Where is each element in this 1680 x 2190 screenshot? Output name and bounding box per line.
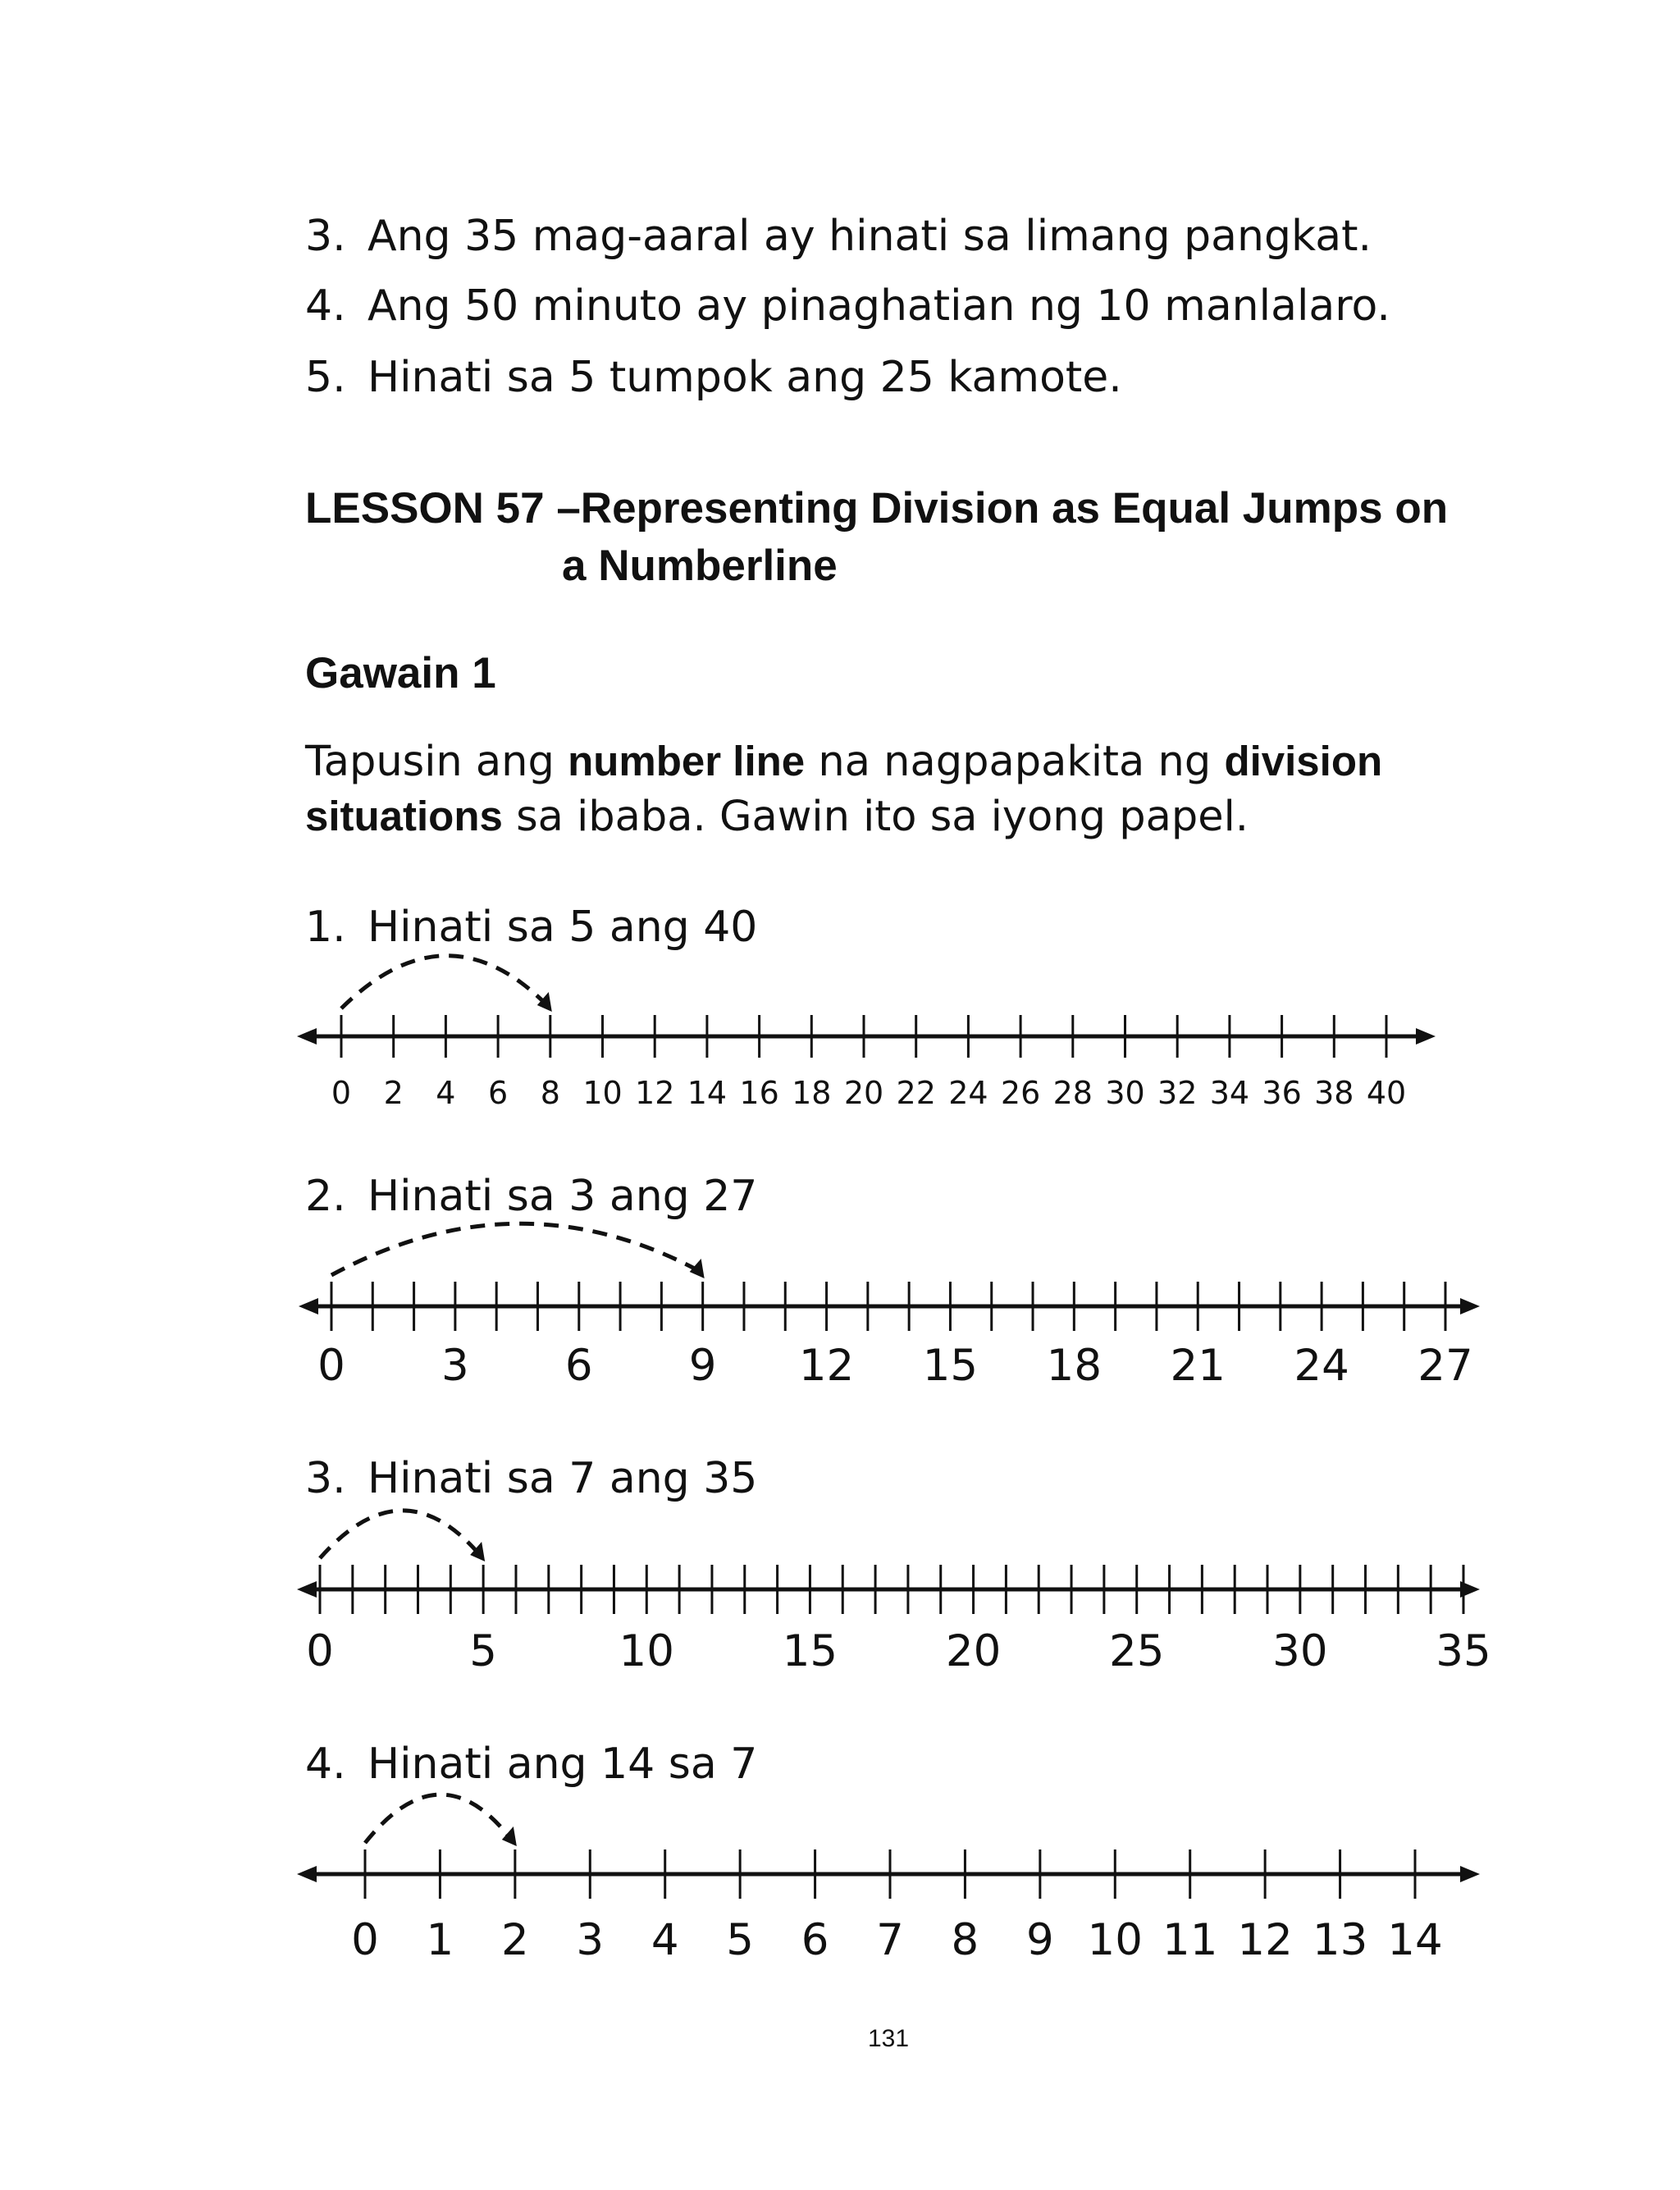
tick-label: 40	[1366, 1075, 1407, 1111]
item-text: Hinati sa 5 tumpok ang 25 kamote.	[368, 353, 1122, 402]
tick-label: 0	[317, 1341, 345, 1391]
tick-label: 22	[896, 1075, 936, 1111]
problem-1-label: 1. Hinati sa 5 ang 40	[305, 903, 758, 952]
jump-arc	[320, 1511, 478, 1558]
emphasis-number-line: number line	[568, 738, 806, 784]
tick-label: 16	[739, 1075, 779, 1111]
emphasis-division-situations: division situations	[305, 738, 1383, 839]
tick-label: 9	[688, 1341, 717, 1391]
item-text: Ang 35 mag-aaral ay hinati sa limang pangkat.	[368, 212, 1372, 261]
instruction-text: Tapusin ang number line na nagpapakita ng division situations sa ibaba. Gawin ito sa iyong papel.	[305, 738, 1383, 841]
problem-2-label: 2. Hinati sa 3 ang 27	[305, 1172, 758, 1221]
tick-label: 24	[948, 1075, 988, 1111]
problem-3-label: 3. Hinati sa 7 ang 35	[305, 1454, 758, 1503]
tick-label: 10	[1087, 1915, 1144, 1965]
tick-label: 12	[1237, 1915, 1293, 1965]
tick-label: 9	[1025, 1915, 1054, 1965]
tick-label: 2	[383, 1075, 404, 1111]
tick-label: 0	[331, 1075, 352, 1111]
tick-label: 34	[1209, 1075, 1250, 1111]
tick-label: 6	[564, 1341, 593, 1391]
tick-label: 5	[726, 1915, 755, 1965]
tick-label: 20	[843, 1075, 884, 1111]
item-number: 3.	[305, 212, 346, 261]
tick-label: 12	[635, 1075, 675, 1111]
tick-label: 4	[651, 1915, 679, 1965]
tick-label: 15	[922, 1341, 979, 1391]
right-arrowhead-icon	[1416, 1028, 1436, 1045]
tick-label: 25	[1108, 1626, 1165, 1676]
tick-label: 28	[1052, 1075, 1093, 1111]
tick-label: 26	[1000, 1075, 1041, 1111]
tick-label: 30	[1272, 1626, 1328, 1676]
tick-label: 14	[687, 1075, 728, 1111]
jump-arrowhead-icon	[502, 1827, 517, 1846]
tick-label: 38	[1314, 1075, 1354, 1111]
tick-label: 4	[436, 1075, 456, 1111]
left-arrowhead-icon	[297, 1581, 317, 1598]
tick-label: 13	[1312, 1915, 1368, 1965]
tick-label: 8	[951, 1915, 979, 1965]
tick-label: 15	[782, 1626, 838, 1676]
tick-label: 30	[1105, 1075, 1145, 1111]
right-arrowhead-icon	[1460, 1298, 1480, 1314]
jump-arc	[341, 956, 546, 1008]
tick-label: 36	[1262, 1075, 1302, 1111]
lesson-title-line2: a Numberline	[562, 542, 838, 590]
tick-label: 35	[1436, 1626, 1491, 1676]
left-arrowhead-icon	[297, 1028, 317, 1045]
problem-4-label: 4. Hinati ang 14 sa 7	[305, 1740, 758, 1789]
tick-label: 27	[1418, 1341, 1473, 1391]
page-number: 131	[868, 2025, 910, 2052]
left-arrowhead-icon	[297, 1866, 317, 1882]
tick-label: 1	[426, 1915, 454, 1965]
tick-label: 6	[801, 1915, 829, 1965]
item-text: Ang 50 minuto ay pinaghatian ng 10 manlalaro.	[368, 281, 1390, 331]
tick-label: 3	[441, 1341, 469, 1391]
tick-label: 8	[540, 1075, 560, 1111]
tick-label: 0	[351, 1915, 379, 1965]
tick-label: 21	[1170, 1341, 1226, 1391]
tick-label: 3	[576, 1915, 605, 1965]
tick-label: 7	[876, 1915, 904, 1965]
tick-label: 20	[945, 1626, 1002, 1676]
tick-label: 24	[1294, 1341, 1349, 1391]
tick-label: 10	[582, 1075, 623, 1111]
tick-label: 6	[488, 1075, 509, 1111]
jump-arc	[331, 1223, 698, 1275]
tick-label: 12	[798, 1341, 855, 1391]
tick-label: 14	[1387, 1915, 1443, 1965]
tick-label: 18	[1046, 1341, 1102, 1391]
activity-heading: Gawain 1	[305, 649, 496, 697]
item-number: 4.	[305, 281, 346, 331]
tick-label: 5	[469, 1626, 498, 1676]
tick-label: 32	[1157, 1075, 1198, 1111]
item-number: 5.	[305, 353, 346, 402]
jump-arc	[365, 1795, 510, 1843]
left-arrowhead-icon	[299, 1298, 318, 1314]
tick-label: 18	[792, 1075, 832, 1111]
lesson-title-line1: LESSON 57 –Representing Division as Equal Jumps on	[305, 484, 1449, 533]
tick-label: 10	[619, 1626, 675, 1676]
jump-arrowhead-icon	[537, 992, 552, 1012]
tick-label: 11	[1162, 1915, 1218, 1965]
tick-label: 0	[306, 1626, 334, 1676]
tick-label: 2	[500, 1915, 529, 1965]
right-arrowhead-icon	[1460, 1866, 1480, 1882]
